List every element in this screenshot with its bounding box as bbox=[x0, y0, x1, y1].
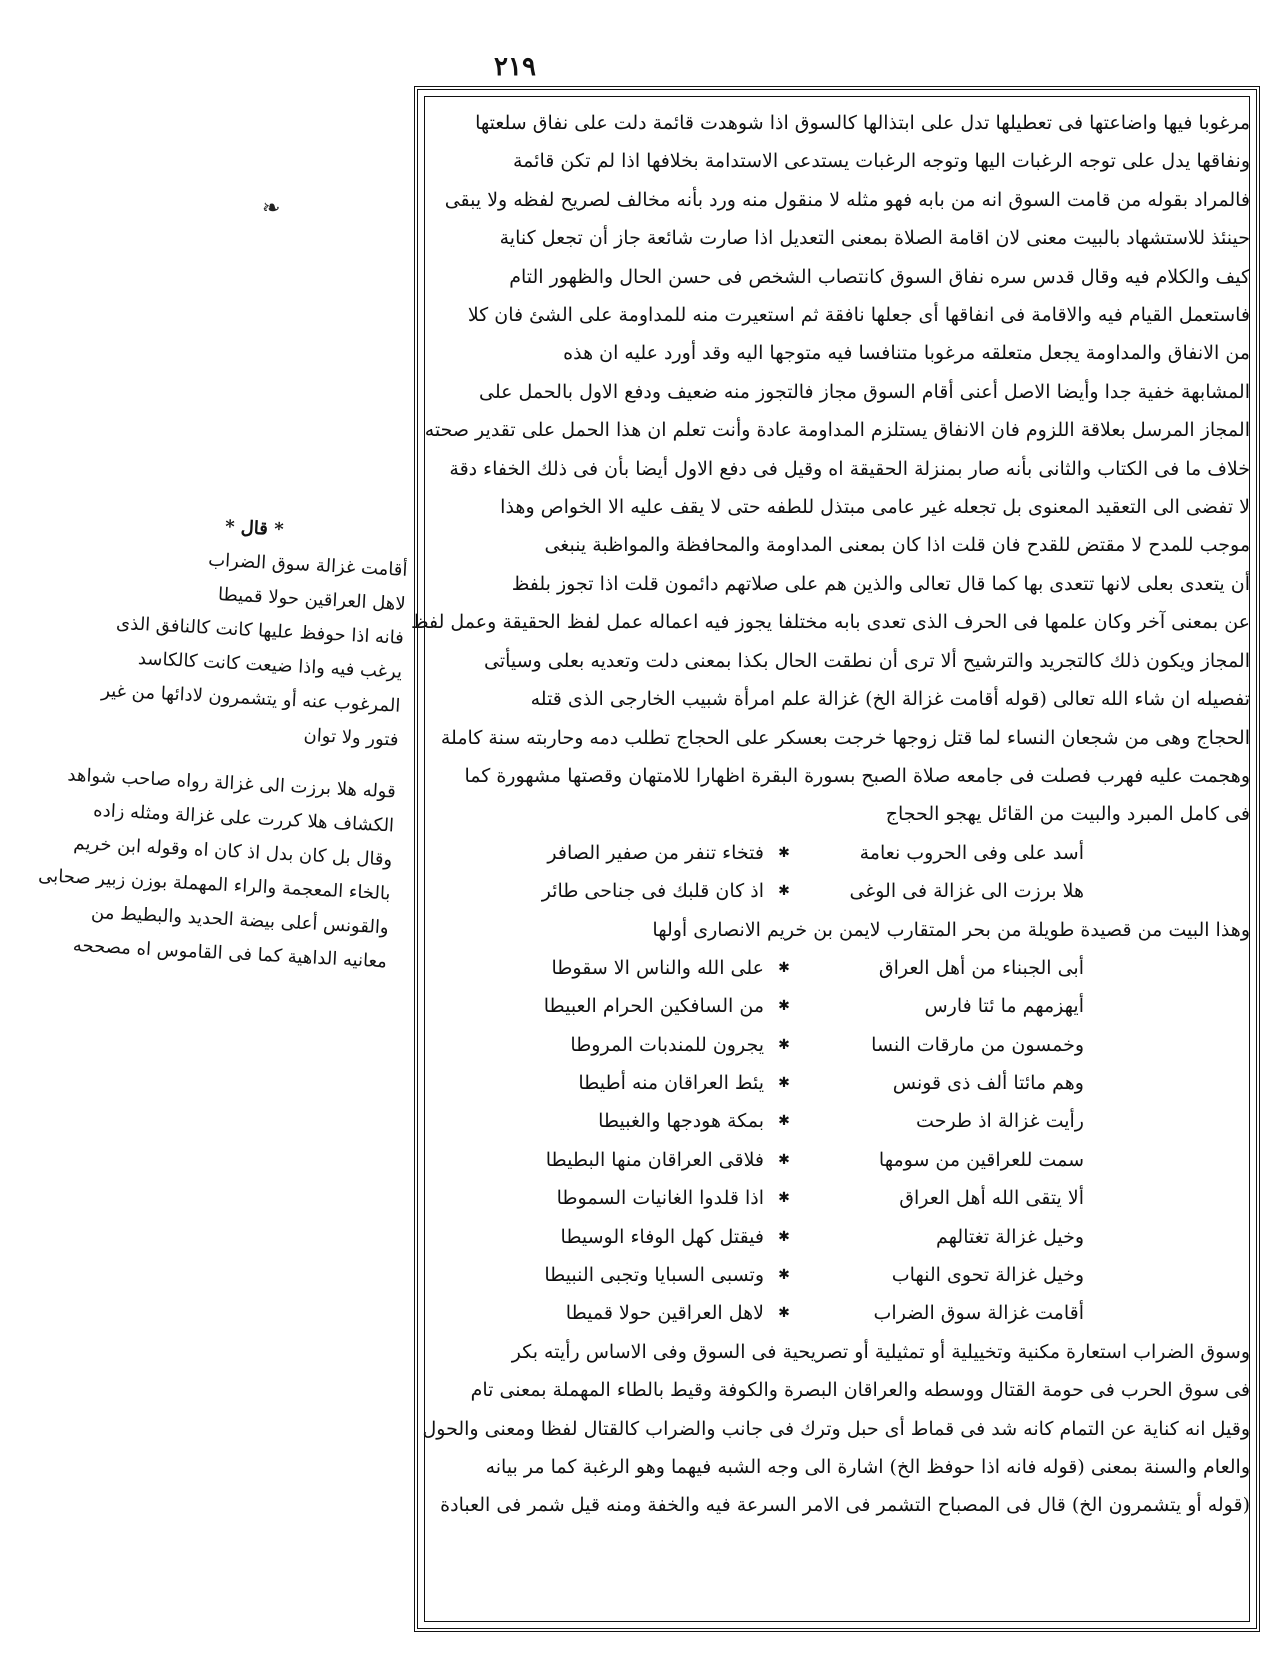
verse-first-hemistich: أيهزمهم ما ئتا فارس bbox=[924, 995, 1084, 1018]
verse-second-hemistich: اذ كان قلبك فى جناحى طائر bbox=[541, 880, 764, 903]
verse-first-hemistich: أقامت غزالة سوق الضراب bbox=[873, 1302, 1084, 1325]
main-line: خلاف ما فى الكتاب والثانى بأنه صار بمنزلة الحقيقة اه وقيل فى دفع الاول أيضا بأن فى ذلك الخفاء دقة bbox=[449, 457, 1250, 480]
margin-note-line: معانيه الداهية كما فى القاموس اه مصححه bbox=[72, 934, 388, 973]
main-line: الحجاج وهى من شجعان النساء لما قتل زوجها خرجت بعسكر على الحجاج تطلب دمه وحاربته سنة كاملة bbox=[440, 726, 1250, 749]
poem-verse bbox=[484, 1179, 1084, 1217]
verse-second-hemistich: لاهل العراقين حولا قميطا bbox=[565, 1302, 764, 1325]
verse-second-hemistich: وتسبى السبايا وتجبى النبيطا bbox=[544, 1264, 764, 1287]
main-line: وقيل انه كناية عن التمام كانه شد فى قماط أى حبل وترك فى جانب والضراب كالقتال لفظا ومعنى والحول bbox=[422, 1417, 1250, 1440]
verse-separator: ✱ bbox=[778, 1228, 790, 1245]
verse-separator: ✱ bbox=[778, 1305, 790, 1322]
verse-second-hemistich: فلاقى العراقان منها البطيطا bbox=[545, 1148, 764, 1171]
stray-ink-mark: ❧ bbox=[262, 196, 281, 221]
main-line: فى سوق الحرب فى حومة القتال ووسطه والعراقان البصرة والكوفة وقيط بالطاء المهملة بمعنى تام bbox=[470, 1379, 1250, 1402]
margin-line: فتور ولا توان bbox=[303, 724, 400, 751]
main-line: فاستعمل القيام فيه والاقامة فى انفاقها أى جعلها نافقة ثم استعيرت منه للمداومة على الشئ فان كلا bbox=[467, 304, 1250, 327]
margin-line: أقامت غزالة سوق الضراب bbox=[207, 549, 408, 581]
main-line: (قوله أو يتشمرون الخ) قال فى المصباح التشمر فى الامر السرعة فيه والخفة ومنه قيل شمر فى العبادة bbox=[440, 1494, 1250, 1517]
verse-separator: ✱ bbox=[778, 1151, 790, 1168]
poem-verse bbox=[484, 1064, 1084, 1102]
main-line: المشابهة خفية جدا وأيضا الاصل أعنى أقام السوق مجاز فالتجوز منه ضعيف ودفع الاول بالحمل على bbox=[479, 380, 1250, 403]
main-line: أن يتعدى بعلى لانها تتعدى بها كما قال تعالى والذين هم على صلاتهم دائمون قلت اذا تجوز بلفظ bbox=[511, 572, 1250, 595]
margin-note-line: الكشاف هلا كررت على غزالة ومثله زاده bbox=[92, 799, 395, 837]
main-line: المجاز المرسل بعلاقة اللزوم فان الانفاق يستلزم المداومة عادة وأنت تعلم ان هذا الحمل على تقدير صحته bbox=[424, 419, 1250, 442]
page-number: ٢١٩ bbox=[494, 52, 536, 82]
main-line: فالمراد بقوله من قامت السوق انه من بابه فهو مثله لا منقول منه ورد بأنه مخالف لصريح لفظه ولا يبقى bbox=[444, 188, 1250, 211]
verse-separator: ✱ bbox=[778, 959, 790, 976]
verse-separator: ✱ bbox=[778, 844, 790, 861]
verse-second-hemistich: يجرون للمندبات المروطا bbox=[570, 1033, 764, 1056]
main-line: وهجمت عليه فهرب فصلت فى جامعه صلاة الصبح بسورة البقرة اظهارا للامتهان وقصتها مشهورة كما bbox=[464, 764, 1250, 787]
margin-note-line: قوله هلا برزت الى غزالة رواه صاحب شواهد bbox=[67, 764, 397, 803]
verse-first-hemistich: ألا يتقى الله أهل العراق bbox=[899, 1187, 1084, 1210]
verse-separator: ✱ bbox=[778, 1267, 790, 1284]
verse-second-hemistich: بمكة هودجها والغبيطا bbox=[598, 1110, 764, 1133]
verse-second-hemistich: يئط العراقان منه أطيطا bbox=[578, 1072, 764, 1095]
verse-first-hemistich: أسد على وفى الحروب نعامة bbox=[859, 841, 1084, 864]
main-line: والعام والسنة بمعنى (قوله فانه اذا حوفظ الخ) اشارة الى وجه الشبه فيهما وهو الرغبة كما مر بيانه bbox=[485, 1456, 1250, 1479]
main-line: فى كامل المبرد والبيت من القائل يهجو الحجاج bbox=[885, 803, 1250, 826]
verse-first-hemistich: رأيت غزالة اذ طرحت bbox=[916, 1110, 1084, 1133]
main-line: المجاز ويكون ذلك كالتجريد والترشيح ألا ترى أن نطقت الحال بكذا بمعنى دلت وتعديه بعلى وسيأتى bbox=[483, 649, 1250, 672]
margin-line: لاهل العراقين حولا قميطا bbox=[217, 584, 407, 615]
main-line: حينئذ للاستشهاد بالبيت معنى لان اقامة الصلاة بمعنى التعديل اذا صارت شائعة جاز أن تجعل كناية bbox=[499, 227, 1250, 250]
verse-first-hemistich: وخيل غزالة تحوى النهاب bbox=[891, 1264, 1084, 1287]
verse-second-hemistich: فيقتل كهل الوفاء الوسيطا bbox=[560, 1225, 764, 1248]
verse-separator: ✱ bbox=[778, 883, 790, 900]
main-line: وسوق الضراب استعارة مكنية وتخييلية أو تمثيلية أو تصريحية فى السوق وفى الاساس رأيته بكر bbox=[511, 1340, 1250, 1363]
main-line: لا تفضى الى التعقيد المعنوى بل تجعله غير عامى مبتذل للطفه حتى لا يقف عليه الا الخواص وهذا bbox=[500, 496, 1250, 519]
poem-verse bbox=[484, 1218, 1084, 1256]
margin-note-line: وقال بل كان بدل اذ كان اه وقوله ابن خريم bbox=[73, 832, 393, 871]
margin-line: فانه اذا حوفظ عليها كانت كالنافق الذى bbox=[115, 612, 405, 649]
margin-note-line: والقونس أعلى بيضة الحديد والبطيط من bbox=[90, 901, 390, 939]
poem-verse bbox=[484, 1141, 1084, 1179]
poem-verse bbox=[484, 987, 1084, 1025]
main-line: كيف والكلام فيه وقال قدس سره نفاق السوق كانتصاب الشخص فى حسن الحال والظهور التام bbox=[509, 265, 1250, 288]
poem-verse bbox=[484, 1026, 1084, 1064]
main-line: من الانفاق والمداومة يجعل متعلقه مرغوبا متنافسا فيه متوجها اليه وقد أورد عليه ان هذه bbox=[563, 342, 1250, 365]
main-line: مرغوبا فيها واضاعتها فى تعطيلها تدل على ابتذالها كالسوق اذا شوهدت قائمة دلت على نفاق سلعتها bbox=[475, 112, 1250, 134]
verse-separator: ✱ bbox=[778, 998, 790, 1015]
verse-first-hemistich: وخمسون من مارقات النسا bbox=[871, 1033, 1084, 1056]
poem-verse bbox=[484, 1102, 1084, 1140]
poem-ayman-ibn-khuraym bbox=[484, 949, 1084, 1333]
poem-verse bbox=[484, 1256, 1084, 1294]
verse-first-hemistich: وخيل غزالة تغتالهم bbox=[936, 1225, 1084, 1248]
verse-separator: ✱ bbox=[778, 1190, 790, 1207]
main-text-body bbox=[410, 104, 1250, 1525]
verse-first-hemistich: وهم مائتا ألف ذى قونس bbox=[892, 1072, 1084, 1095]
verse-first-hemistich: سمت للعراقين من سومها bbox=[878, 1148, 1084, 1171]
poem-verse bbox=[484, 872, 1084, 910]
poem-verse bbox=[484, 1294, 1084, 1332]
verse-separator: ✱ bbox=[778, 1075, 790, 1092]
verse-second-hemistich: من السافكين الحرام العبيطا bbox=[543, 995, 764, 1018]
verse-second-hemistich: فتخاء تنفر من صفير الصافر bbox=[547, 841, 764, 864]
verse-first-hemistich: أبى الجبناء من أهل العراق bbox=[878, 956, 1084, 979]
poem-verse bbox=[484, 949, 1084, 987]
margin-line: المرغوب عنه أو يتشمرون لادائها من غير bbox=[100, 680, 401, 717]
verse-second-hemistich: على الله والناس الا سقوطا bbox=[551, 956, 764, 979]
margin-gloss bbox=[37, 504, 410, 980]
verse-separator: ✱ bbox=[778, 1036, 790, 1053]
main-line: تفصيله ان شاء الله تعالى (قوله أقامت غزالة الخ) غزالة علم امرأة شبيب الخارجى الذى قتله bbox=[530, 688, 1250, 711]
poem-intro-line: وهذا البيت من قصيدة طويلة من بحر المتقارب لايمن بن خريم الانصارى أولها bbox=[652, 918, 1250, 941]
verse-first-hemistich: هلا برزت الى غزالة فى الوغى bbox=[849, 880, 1084, 903]
poem-verse bbox=[484, 834, 1084, 872]
main-line: موجب للمدح لا مقتض للقدح فان قلت اذا كان بمعنى المداومة والمحافظة والمواظبة ينبغى bbox=[544, 534, 1250, 557]
margin-heading: * قال * bbox=[224, 516, 285, 541]
poem-hijaa-hajjaj bbox=[484, 834, 1084, 911]
margin-note-line: بالخاء المعجمة والراء المهملة بوزن زبير صحابى bbox=[37, 865, 391, 905]
verse-second-hemistich: اذا قلدوا الغانيات السموطا bbox=[556, 1187, 764, 1210]
main-line: عن بمعنى آخر وكان علمها فى الحرف الذى تعدى بابه مختلفا يجوز فيه اعماله عمل لفظ الحقيقة وعمل لفظ bbox=[410, 611, 1250, 634]
verse-separator: ✱ bbox=[778, 1113, 790, 1130]
margin-line: يرغب فيه واذا ضيعت كانت كالكاسد bbox=[137, 647, 403, 683]
main-line: ونفاقها يدل على توجه الرغبات اليها وتوجه الرغبات يستدعى الاستدامة بخلافها اذا لم تكن قائمة bbox=[512, 150, 1250, 173]
